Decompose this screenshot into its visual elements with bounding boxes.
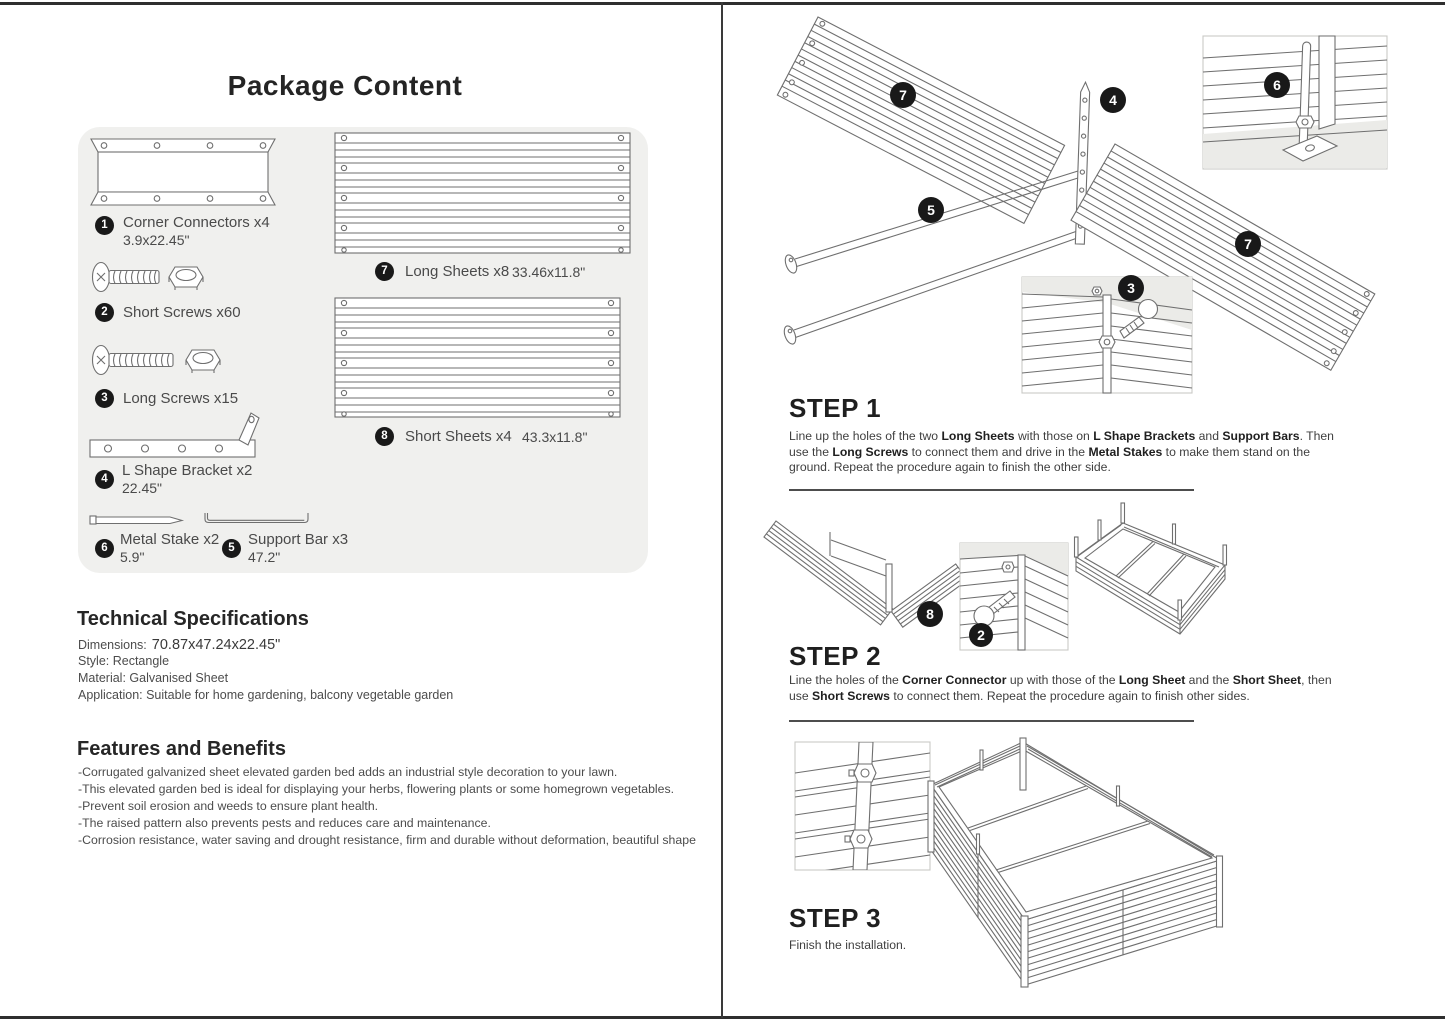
feature-line: -Corrosion resistance, water saving and drought resistance, firm and durable without deformation, beautiful shape xyxy=(78,833,696,848)
support-bar-drawing xyxy=(205,513,308,523)
item-label-long-screws: Long Screws x15 xyxy=(123,390,239,407)
corner-connector-drawing xyxy=(91,139,275,205)
spec-dimensions-label: Dimensions: xyxy=(78,638,147,652)
short-screw-drawing xyxy=(93,263,204,292)
step2-heading: STEP 2 xyxy=(789,641,882,671)
item-badge-short-sheets: 8 xyxy=(375,427,394,446)
short-screw-nut-drawing xyxy=(169,267,203,290)
long-screw-nut-drawing xyxy=(186,350,220,373)
callout-short-screw: 2 xyxy=(977,627,985,643)
spec-material: Material: Galvanised Sheet xyxy=(78,671,229,685)
step2-body: Line the holes of the Corner Connector up with those of the Long Sheet and the Short Sheet, then use Short Screws to connect them. Repeat the procedure again to finish other sides. xyxy=(789,673,1332,703)
tech-specs-heading: Technical Specifications xyxy=(77,608,309,630)
long-sheets-drawing xyxy=(335,133,630,253)
step1-stake-detail-inset xyxy=(1203,36,1387,169)
separator-2 xyxy=(789,720,1194,722)
item-badge-long-screws: 3 xyxy=(95,389,114,408)
package-parts-illustration xyxy=(78,127,648,573)
item-badge-short-screws: 2 xyxy=(95,303,114,322)
l-bracket-drawing xyxy=(90,413,259,457)
item-label-short-sheets: Short Sheets x4 xyxy=(405,428,512,445)
item-size-support-bar: 47.2" xyxy=(248,549,281,565)
feature-line: -Prevent soil erosion and weeds to ensure plant health. xyxy=(78,799,379,814)
step1-screw-detail-inset xyxy=(1022,277,1192,393)
step2-diagram xyxy=(735,498,1435,648)
item-size-metal-stake: 5.9" xyxy=(120,549,145,565)
package-content-title: Package Content xyxy=(227,70,463,101)
feature-line: -This elevated garden bed is ideal for displaying your herbs, flowering plants or some homegrown vegetables. xyxy=(78,782,675,797)
spec-style: Style: Rectangle xyxy=(78,654,170,668)
short-sheets-drawing xyxy=(335,298,620,417)
item-label-l-bracket: L Shape Bracket x2 xyxy=(122,462,253,479)
item-label-short-screws: Short Screws x60 xyxy=(123,304,241,321)
features-list xyxy=(78,764,696,849)
item-badge-metal-stake: 6 xyxy=(95,539,114,558)
callout-l-bracket: 4 xyxy=(1109,92,1117,108)
step1-long-sheet-left-drawing xyxy=(777,17,1064,223)
spec-dimensions-value: 70.87x47.24x22.45" xyxy=(151,637,281,653)
item-label-corner-connectors: Corner Connectors x4 xyxy=(123,214,270,231)
item-size-short-sheets: 43.3x11.8" xyxy=(522,429,588,445)
spec-application: Application: Suitable for home gardening, balcony vegetable garden xyxy=(78,688,454,702)
package-content-panel xyxy=(78,127,648,573)
step1-heading: STEP 1 xyxy=(789,393,882,423)
spec-dimensions xyxy=(78,637,280,653)
callout-metal-stake: 6 xyxy=(1273,77,1281,93)
callout-long-sheet-left: 7 xyxy=(899,87,907,103)
center-divider xyxy=(721,2,723,1018)
item-label-support-bar: Support Bar x3 xyxy=(248,531,349,548)
item-size-long-sheets: 33.46x11.8" xyxy=(512,264,586,280)
item-label-long-sheets: Long Sheets x8 xyxy=(405,263,510,280)
item-badge-long-sheets: 7 xyxy=(375,262,394,281)
item-badge-l-bracket: 4 xyxy=(95,470,114,489)
step3-body: Finish the installation. xyxy=(789,938,907,952)
item-size-l-bracket: 22.45" xyxy=(122,480,163,496)
separator-1 xyxy=(789,489,1194,491)
step3-heading: STEP 3 xyxy=(789,903,882,933)
features-heading: Features and Benefits xyxy=(77,738,286,760)
step1-diagram xyxy=(735,8,1435,393)
step3-diagram xyxy=(735,733,1435,1011)
callout-long-sheet-right: 7 xyxy=(1244,236,1252,252)
callout-long-screw: 3 xyxy=(1127,280,1135,296)
feature-line: -The raised pattern also prevents pests and reduces care and maintenance. xyxy=(78,816,491,831)
item-size-corner-connectors: 3.9x22.45" xyxy=(123,232,190,248)
metal-stake-drawing xyxy=(90,516,182,524)
item-badge-support-bar: 5 xyxy=(222,539,241,558)
feature-line: -Corrugated galvanized sheet elevated garden bed adds an industrial style decoration to your lawn. xyxy=(78,765,618,779)
item-badge-corner-connectors: 1 xyxy=(95,216,114,235)
item-label-metal-stake: Metal Stake x2 xyxy=(120,531,220,548)
step2-assembled-frame-drawing xyxy=(1075,503,1227,634)
callout-support-bar: 5 xyxy=(927,202,935,218)
callout-short-sheet: 8 xyxy=(926,606,934,622)
step1-body: Line up the holes of the two Long Sheets with those on L Shape Brackets and Support Bars. Then use the Long Screws to connect them and drive in the Metal Stakes to make them stand on the ground. Repeat the procedure again to finish the other side. xyxy=(789,429,1334,475)
step3-bolt-closeup-drawing xyxy=(795,742,930,875)
long-screw-drawing xyxy=(93,346,221,375)
